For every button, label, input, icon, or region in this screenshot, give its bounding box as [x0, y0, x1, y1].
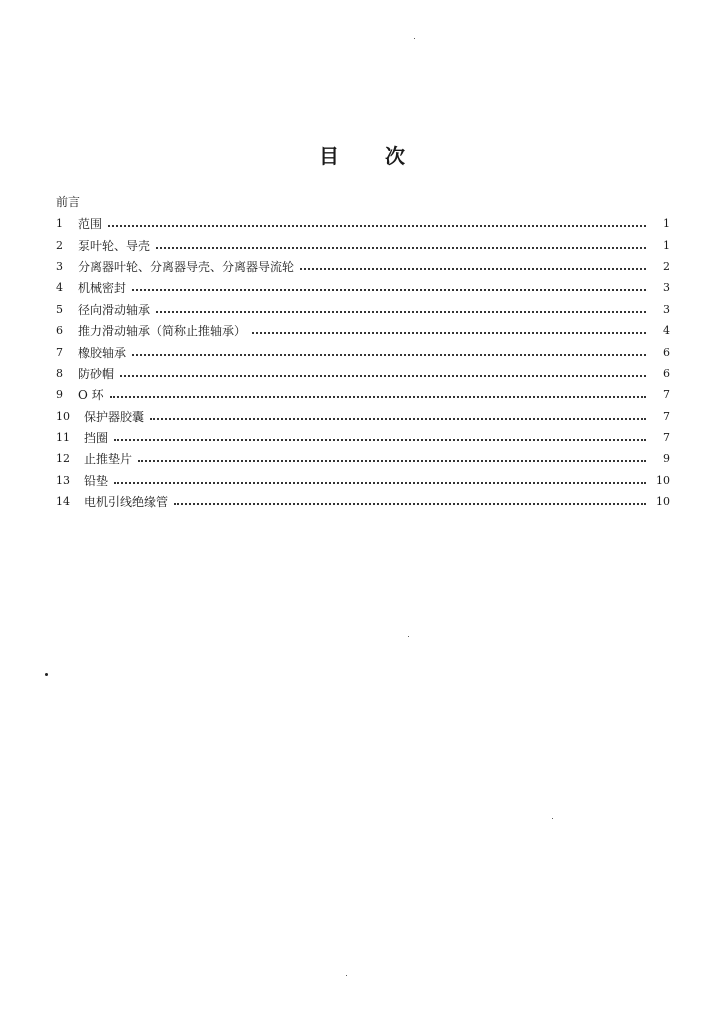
toc-entry-number: 9 [56, 388, 63, 402]
toc-leader-dots [150, 417, 646, 420]
toc-entry-number: 14 [56, 495, 70, 509]
toc-entry [56, 384, 670, 405]
toc-entry [56, 406, 670, 427]
toc-entry-page: 10 [656, 495, 670, 509]
toc-entry [56, 363, 670, 384]
toc-entry [56, 277, 670, 298]
toc-entry-title: 止推垫片 [84, 452, 133, 467]
toc-entry [56, 256, 670, 277]
toc-entry-page: 6 [663, 345, 670, 359]
toc-leader-dots [132, 288, 646, 291]
scan-speck [346, 975, 347, 976]
toc-entry-page: 3 [663, 281, 670, 295]
toc-entry-title: 径向滑动轴承 [78, 302, 151, 317]
toc-entry-page: 7 [663, 388, 670, 402]
toc-entry-page: 7 [663, 409, 670, 423]
toc-entry-number: 4 [56, 281, 63, 295]
page-title [0, 140, 724, 169]
toc-entry-page: 10 [656, 473, 670, 487]
toc-entry-title: 机械密封 [78, 281, 127, 296]
toc-entry-page: 6 [663, 366, 670, 380]
toc-entry [56, 448, 670, 469]
toc-leader-dots [110, 395, 646, 398]
toc-entry-number: 3 [56, 259, 63, 273]
toc-leader-dots [114, 481, 646, 484]
toc-entry [56, 427, 670, 448]
toc-entry [56, 341, 670, 362]
toc-entry-number: 8 [56, 366, 63, 380]
toc-entry-page: 2 [663, 259, 670, 273]
toc-entry-page: 1 [663, 238, 670, 252]
toc-leader-dots [138, 459, 646, 462]
toc-entry-title: 保护器胶囊 [84, 409, 145, 424]
table-of-contents [56, 192, 670, 512]
toc-leader-dots [114, 438, 646, 441]
toc-entry-number: 11 [56, 431, 70, 445]
toc-entry-number: 10 [56, 409, 70, 423]
toc-entry [56, 234, 670, 255]
toc-entry-number: 1 [56, 217, 63, 231]
toc-leader-dots [156, 310, 646, 313]
toc-entry [56, 491, 670, 512]
toc-entry-title: 分离器叶轮、分离器导壳、分离器导流轮 [78, 259, 295, 274]
scan-speck [408, 636, 409, 637]
toc-leader-dots [120, 374, 646, 377]
toc-entry-number: 5 [56, 302, 63, 316]
scan-speck [45, 673, 48, 676]
page-title-part-1: 目 [319, 144, 339, 168]
toc-entry-title: 橡胶轴承 [78, 345, 127, 360]
toc-leader-dots [300, 267, 646, 270]
toc-entry-title: 电机引线绝缘管 [84, 495, 169, 510]
toc-entry [56, 470, 670, 491]
toc-leader-dots [108, 224, 646, 227]
toc-leader-dots [174, 502, 646, 505]
toc-entry-page: 3 [663, 302, 670, 316]
scan-speck [414, 38, 415, 39]
toc-entry-page: 4 [663, 324, 670, 338]
toc-entry-number: 7 [56, 345, 63, 359]
toc-entry [56, 213, 670, 234]
toc-entry-title: 防砂帽 [78, 366, 115, 381]
toc-entry-title: O 环 [78, 388, 104, 403]
toc-entry-page: 9 [663, 452, 670, 466]
toc-leader-dots [132, 353, 646, 356]
toc-entry-title: 泵叶轮、导壳 [78, 238, 151, 253]
toc-leader-dots [156, 246, 646, 249]
scan-speck [552, 818, 553, 819]
toc-entry-number: 13 [56, 473, 70, 487]
toc-entry-title: 挡圈 [84, 431, 109, 446]
page-title-part-2: 次 [385, 144, 405, 168]
toc-entry [56, 320, 670, 341]
toc-entry-title: 范围 [78, 217, 103, 232]
toc-entry-number: 12 [56, 452, 70, 466]
toc-entry-page: 1 [663, 217, 670, 231]
toc-entry-page: 7 [663, 431, 670, 445]
toc-entry-number: 2 [56, 238, 63, 252]
toc-entry [56, 299, 670, 320]
toc-entry-title: 铅垫 [84, 473, 109, 488]
toc-entry-title: 推力滑动轴承（简称止推轴承） [78, 324, 247, 339]
toc-leader-dots [252, 331, 646, 334]
toc-preface: 前言 [56, 195, 81, 209]
toc-entry-number: 6 [56, 324, 63, 338]
